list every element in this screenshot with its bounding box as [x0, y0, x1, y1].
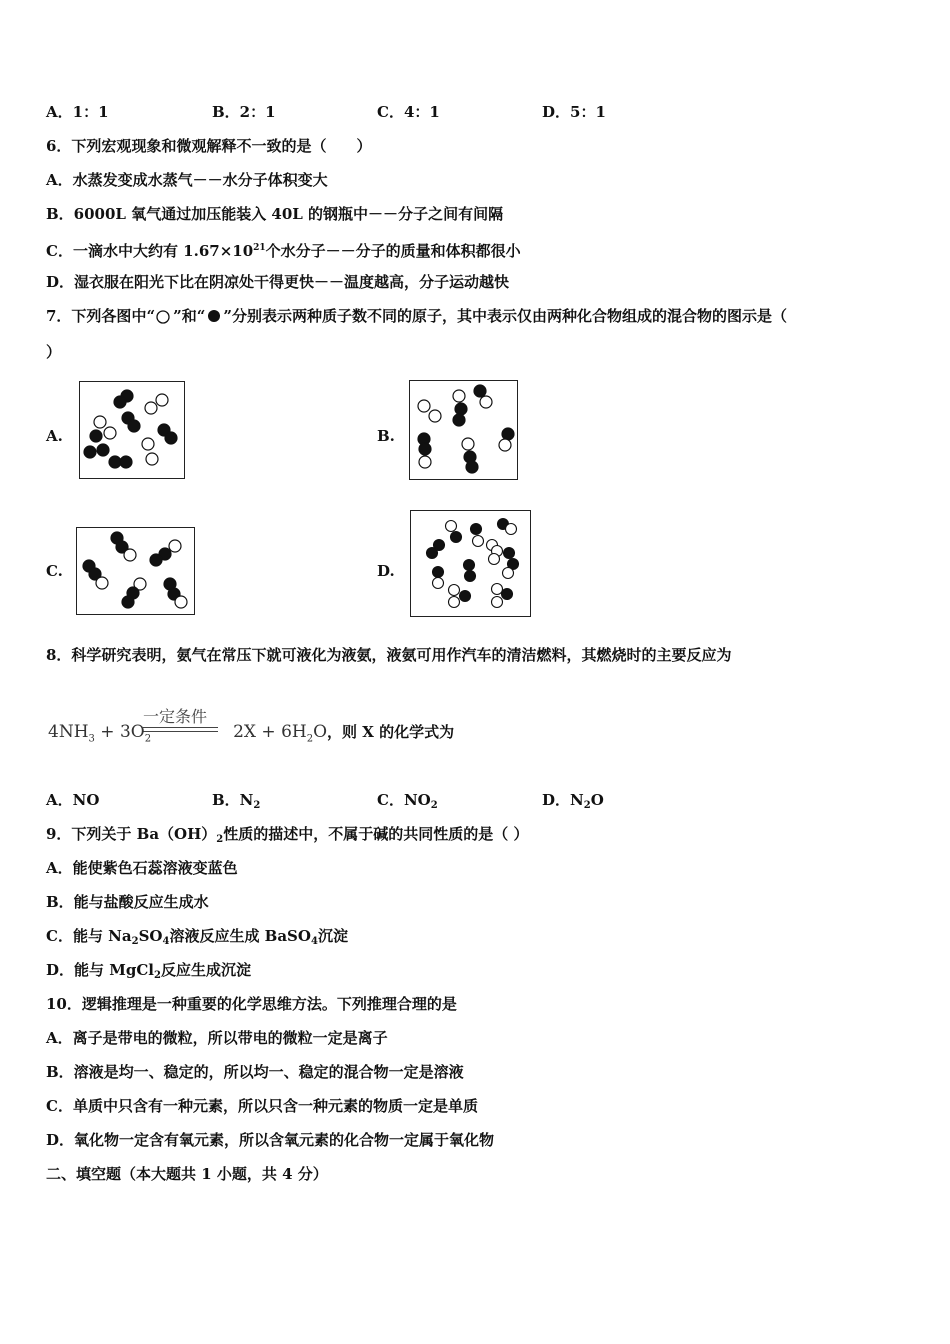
- q8-d-post: O: [590, 791, 604, 809]
- eq-left-sub: 3: [88, 733, 95, 745]
- q8-d-pre: D．N: [542, 791, 584, 809]
- q9-option-d: [46, 960, 251, 986]
- eq-plus: + 3O: [94, 722, 145, 742]
- q9-stem: [46, 824, 529, 850]
- q7-stem-post: ”分别表示两种质子数不同的原子，其中表示仅由两种化合物组成的混合物的图示是（: [223, 307, 787, 325]
- q9-c-sub2: 4: [162, 936, 170, 947]
- eq-right: 2X + 6H: [233, 722, 307, 742]
- q6-c-post: 个水分子－－分子的质量和体积都很小: [265, 242, 521, 260]
- q7-stem-close: ）: [46, 343, 62, 361]
- q7-stem-pre: 7．下列各图中“: [46, 307, 156, 325]
- section-heading: 二、填空题（本大题共 1 小题，共 4 分）: [46, 1165, 328, 1183]
- q5-option-a: A．1：1: [46, 103, 109, 121]
- q8-option-a: A．NO: [46, 791, 100, 809]
- q9-option-b: B．能与盐酸反应生成水: [46, 893, 209, 911]
- q7-label-a: A.: [46, 427, 63, 445]
- eq-h-sub: 2: [306, 733, 314, 745]
- q6-option-a: A．水蒸发变成水蒸气－－水分子体积变大: [46, 171, 328, 189]
- eq-o: O: [313, 722, 328, 742]
- q8-tail: ，则 X 的化学式为: [327, 723, 455, 741]
- q9-c-sub3: 4: [310, 936, 318, 947]
- q9-stem-post: 性质的描述中，不属于碱的共同性质的是（ ）: [223, 825, 529, 843]
- q9-d-pre: D．能与 MgCl: [46, 961, 154, 979]
- q9-stem-pre: 9．下列关于 Ba（OH）: [46, 825, 217, 843]
- q9-c-sub1: 2: [131, 936, 139, 947]
- eq-left: 4NH: [48, 722, 89, 742]
- black-atom-icon: [205, 308, 223, 324]
- q5-option-b: B．2：1: [212, 103, 276, 121]
- q7-stem-mid: ”和“: [173, 307, 206, 325]
- q10-option-d: D．氧化物一定含有氧元素，所以含氧元素的化合物一定属于氧化物: [46, 1131, 495, 1149]
- q8-condition: 一定条件: [143, 707, 208, 726]
- q8-option-d: [542, 790, 604, 816]
- q9-d-post: 反应生成沉淀: [160, 961, 251, 979]
- q9-d-sub: 2: [153, 970, 161, 981]
- q9-c-post: 沉淀: [317, 927, 348, 945]
- q9-c-mid2: 溶液反应生成 BaSO: [169, 927, 311, 945]
- q6-c-pre: C．一滴水中大约有 1.67×10: [46, 242, 254, 260]
- q8-equation: [48, 721, 454, 744]
- q8-option-b: [212, 790, 260, 816]
- q9-c-pre: C．能与 Na: [46, 927, 132, 945]
- q8-b-pre: B．N: [212, 791, 254, 809]
- diagram-b: [409, 380, 518, 480]
- q6-option-c: [46, 238, 521, 261]
- diagram-d: [410, 510, 531, 617]
- q7-label-d: D.: [377, 562, 395, 580]
- q8-b-sub: 2: [253, 800, 261, 811]
- q10-stem: 10．逻辑推理是一种重要的化学思维方法。下列推理合理的是: [46, 995, 457, 1013]
- q6-option-b: B．6000L 氧气通过加压能装入 40L 的钢瓶中－－分子之间有间隔: [46, 205, 504, 223]
- eq-o-sub: 2: [144, 733, 152, 745]
- q8-c-pre: C．NO: [377, 791, 431, 809]
- q10-option-b: B．溶液是均一、稳定的，所以均一、稳定的混合物一定是溶液: [46, 1063, 464, 1081]
- q6-option-d: D．湿衣服在阳光下比在阴凉处干得更快－－温度越高，分子运动越快: [46, 273, 510, 291]
- diagram-a: [79, 381, 185, 479]
- q8-option-c: [377, 790, 438, 816]
- q5-option-d: D．5：1: [542, 103, 606, 121]
- q8-stem: 8．科学研究表明，氨气在常压下就可液化为液氨，液氨可用作汽车的清洁燃料，其燃烧时的主要反应为: [46, 646, 732, 664]
- q6-stem: 6．下列宏观现象和微观解释不一致的是（ ）: [46, 137, 372, 155]
- q9-option-c: [46, 926, 348, 952]
- q9-option-a: A．能使紫色石蕊溶液变蓝色: [46, 859, 238, 877]
- diagram-c: [76, 527, 195, 615]
- q9-c-mid: SO: [138, 927, 163, 945]
- q8-c-sub: 2: [430, 800, 438, 811]
- q10-option-a: A．离子是带电的微粒，所以带电的微粒一定是离子: [46, 1029, 388, 1047]
- q5-option-c: C．4：1: [377, 103, 440, 121]
- q7-stem: [46, 306, 787, 326]
- q10-option-c: C．单质中只含有一种元素，所以只含一种元素的物质一定是单质: [46, 1097, 478, 1115]
- q9-stem-sub: 2: [216, 834, 224, 845]
- q6-c-sup: 21: [253, 243, 266, 253]
- q7-label-c: C.: [46, 562, 63, 580]
- q8-d-sub: 2: [583, 800, 591, 811]
- white-atom-icon: [155, 308, 173, 324]
- q7-label-b: B.: [377, 427, 395, 445]
